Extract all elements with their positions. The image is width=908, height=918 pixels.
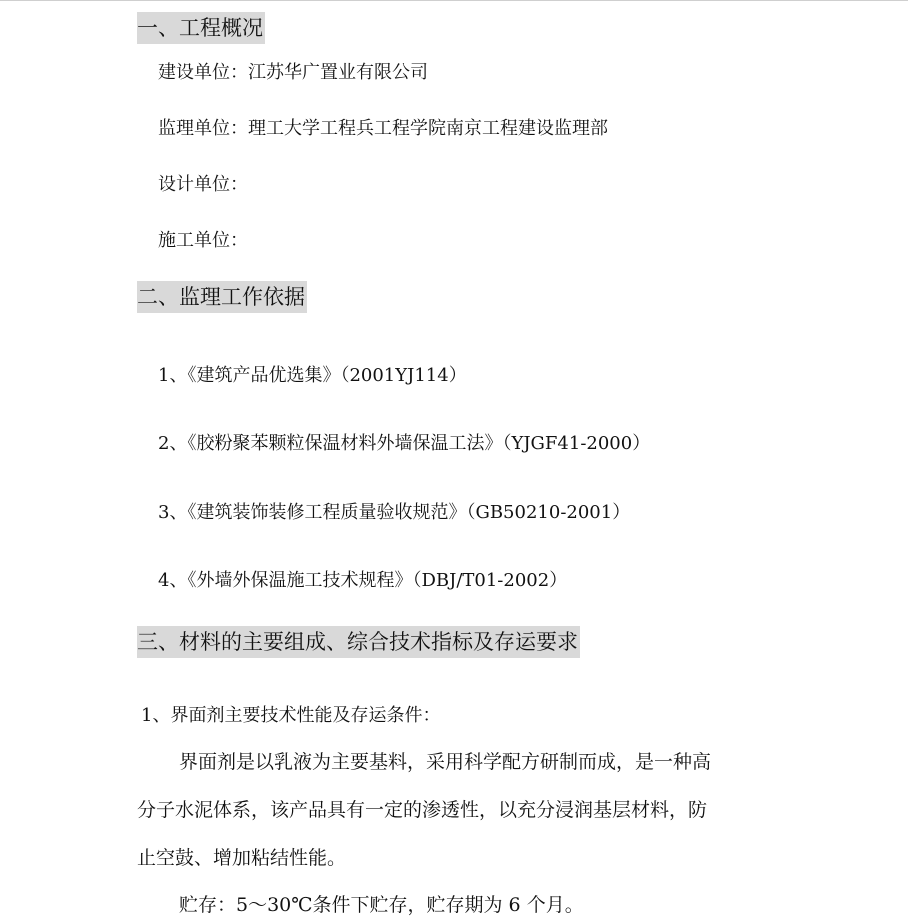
paragraph-line-3: 止空鼓、增加粘结性能。: [137, 847, 347, 869]
paragraph-line-1: 界面剂是以乳液为主要基料，采用科学配方研制而成，是一种高: [179, 751, 712, 773]
design-unit-line: 设计单位：: [158, 174, 248, 195]
reference-item-1: 1、《建筑产品优选集》（2001YJ114）: [158, 365, 467, 386]
reference-item-3: 3、《建筑装饰装修工程质量验收规范》（GB50210-2001）: [158, 502, 631, 523]
section-2-heading: 二、监理工作依据: [137, 281, 307, 313]
construction-unit-line: 建设单位：江苏华广置业有限公司: [158, 62, 428, 83]
reference-item-4: 4、《外墙外保温施工技术规程》（DBJ/T01-2002）: [158, 570, 568, 591]
section-1-heading: 一、工程概况: [137, 12, 265, 44]
reference-item-2: 2、《胶粉聚苯颗粒保温材料外墙保温工法》（YJGF41-2000）: [158, 433, 651, 454]
section-3-heading: 三、材料的主要组成、综合技术指标及存运要求: [137, 626, 580, 658]
interface-agent-subheading: 1、界面剂主要技术性能及存运条件：: [141, 705, 441, 726]
page-top-border: [0, 0, 908, 1]
supervision-unit-line: 监理单位：理工大学工程兵工程学院南京工程建设监理部: [158, 118, 608, 139]
builder-unit-line: 施工单位：: [158, 230, 248, 251]
paragraph-line-2: 分子水泥体系，该产品具有一定的渗透性，以充分浸润基层材料，防: [137, 799, 708, 821]
storage-condition-line: 贮存：5～30℃条件下贮存，贮存期为 6 个月。: [179, 894, 584, 916]
